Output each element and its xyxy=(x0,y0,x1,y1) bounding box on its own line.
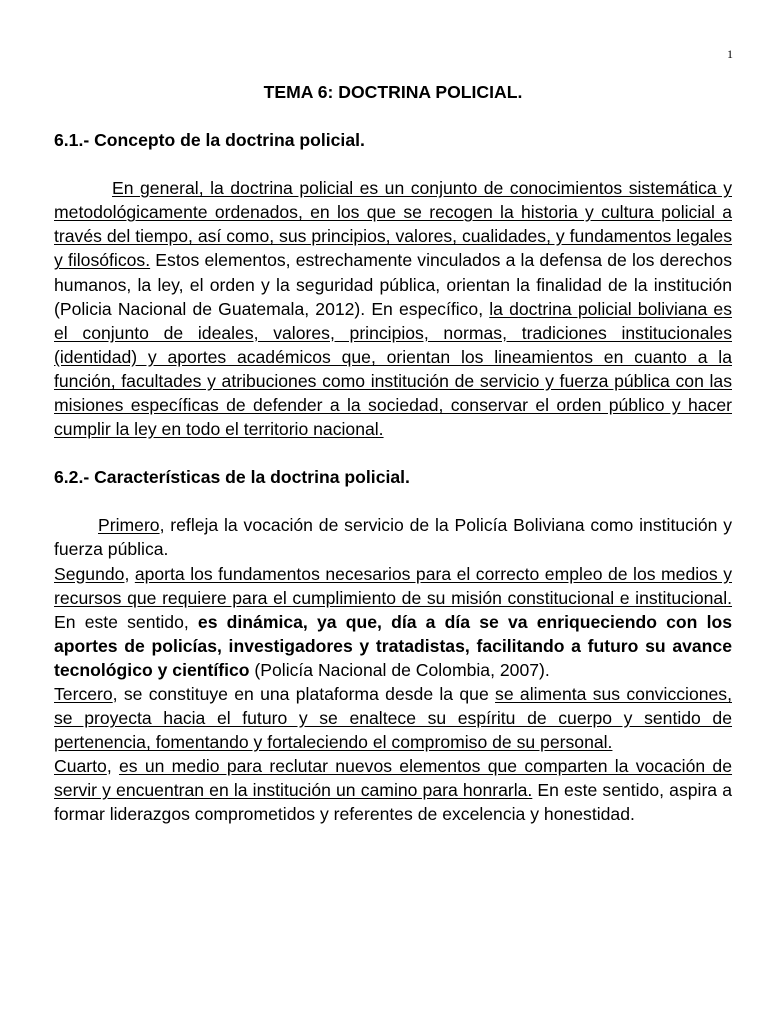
label-cuarto: Cuarto xyxy=(54,756,107,777)
paragraph-text: Estos elementos, estrechamente vinculados a la defensa de los derechos humanos, la ley, el orden y la seguridad pública, orientan la finalidad de la institución (Policia Nacional de Guatemala, 2012). En específico, xyxy=(54,250,733,319)
paragraph-text: , refleja la vocación de servicio de la Policía Boliviana como institución y fuerza pública. xyxy=(54,515,732,560)
spacer xyxy=(54,441,732,465)
underlined-text: es un medio para reclutar nuevos elementos que comparten la vocación de servir y encuentran en la institución un camino para honrarla. xyxy=(54,756,733,801)
underlined-text: se alimenta sus convicciones, se proyecta hacia el futuro y se enaltece su espíritu de cuerpo y sentido de pertenencia, fomentando y fortaleciendo el compromiso de su personal. xyxy=(54,683,732,753)
underlined-definition-boliviana: la doctrina policial boliviana es el conjunto de ideales, valores, principios, normas, tradiciones institucionales (identidad) y aportes académicos que, orientan los lineamientos en cuanto a la función, facultades y atribuciones como institución de servicio y fuerza pública con las misiones específicas de defender a la sociedad, conservar el orden público y hacer cumplir la ley en todo el territorio nacional. xyxy=(54,298,732,440)
page-number: 1 xyxy=(727,47,733,61)
bold-text: es dinámica, ya que, día a día se va enriqueciendo con los aportes de policías, investigadores y tratadistas, facilitando a futuro su avance tecnológico y científico xyxy=(54,611,732,680)
paragraph-tercero xyxy=(54,682,732,754)
paragraph-cuarto xyxy=(54,754,732,826)
paragraph-text: En este sentido, xyxy=(54,611,198,632)
label-primero: Primero xyxy=(98,515,160,536)
underlined-text: aporta los fundamentos necesarios para el correcto empleo de los medios y recursos que requiere para el cumplimiento de su misión constitucional e institucional. xyxy=(54,563,732,608)
paragraph-text: (Policía Nacional de Colombia, 2007). xyxy=(249,659,550,680)
paragraph-text: , xyxy=(106,756,119,777)
section-heading-concepto: 6.1.- Concepto de la doctrina policial. xyxy=(54,130,365,151)
paragraph-text: , xyxy=(124,563,135,584)
section-heading-caracteristicas: 6.2.- Características de la doctrina policial. xyxy=(54,467,410,488)
paragraph-text: , se constituye en una plataforma desde la que xyxy=(112,683,496,704)
document-body xyxy=(54,80,732,827)
document-title: TEMA 6: DOCTRINA POLICIAL. xyxy=(263,82,523,102)
paragraph-segundo xyxy=(54,562,732,682)
underlined-definition-general: En general, la doctrina policial es un conjunto de conocimientos sistemática y metodológicamente ordenados, en los que se recogen la historia y cultura policial a través del tiempo, así como, sus principios, valores, cualidades, y fundamentos legales y filosóficos. xyxy=(54,178,732,271)
label-tercero: Tercero xyxy=(54,683,113,704)
label-segundo: Segundo xyxy=(54,563,125,584)
paragraph-text: En este sentido, aspira a formar liderazgos comprometidos y referentes de excelencia y honestidad. xyxy=(54,780,732,825)
paragraph-primero xyxy=(54,513,732,561)
paragraph-concepto xyxy=(54,176,732,441)
